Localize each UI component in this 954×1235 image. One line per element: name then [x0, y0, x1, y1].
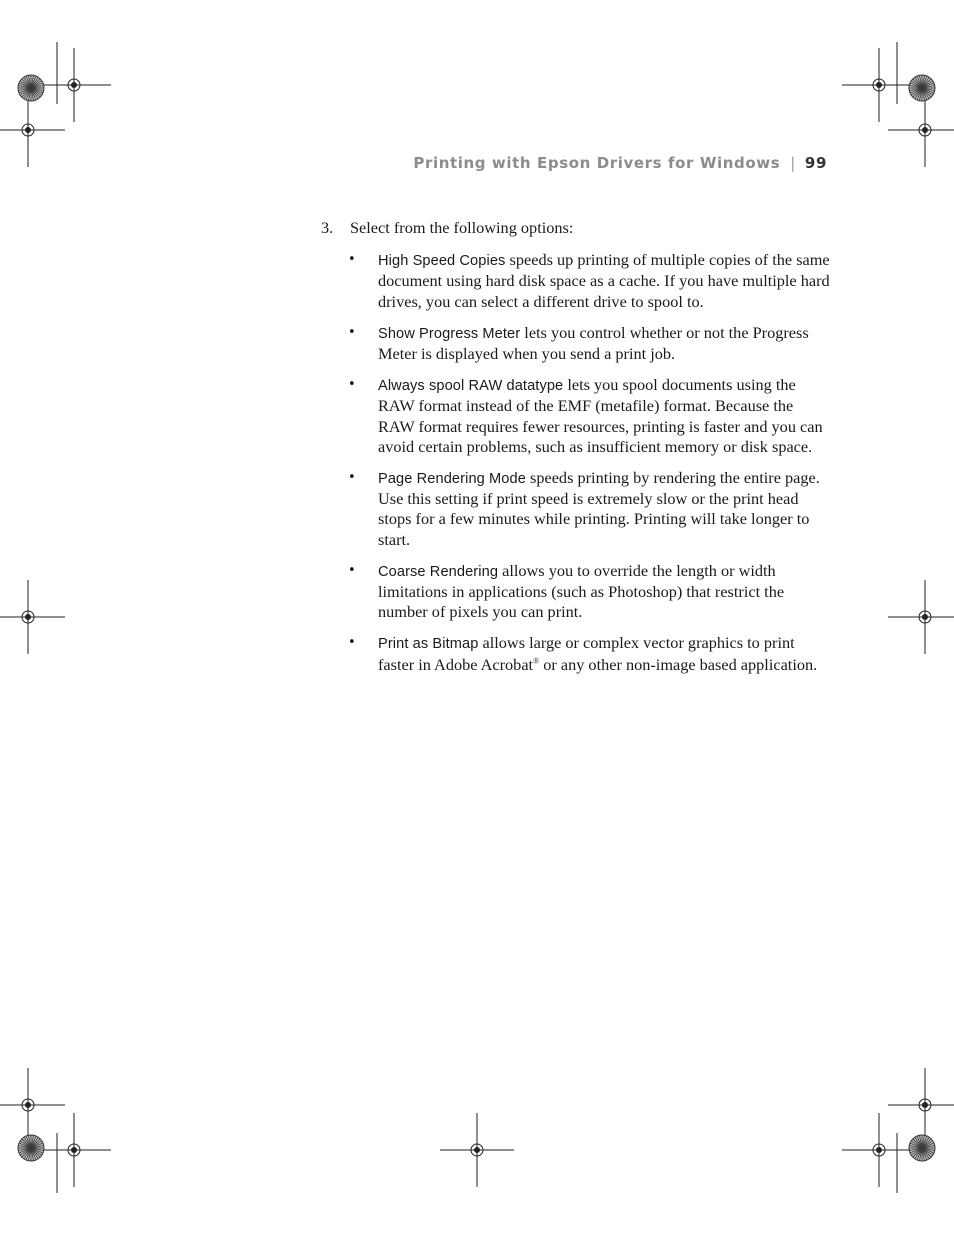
option-name: Page Rendering Mode	[378, 471, 526, 488]
option-item	[321, 468, 831, 550]
registration-crosshair-icon	[0, 580, 65, 654]
registration-crosshair-icon	[440, 1113, 514, 1187]
registered-trademark: ®	[533, 656, 540, 666]
bullet-icon: •	[348, 562, 356, 578]
option-item	[321, 375, 831, 457]
registration-crosshair-icon	[842, 1113, 916, 1187]
starburst-target-icon	[18, 75, 44, 101]
starburst-target-icon	[909, 1135, 935, 1161]
options-list	[321, 250, 831, 675]
running-head	[413, 154, 827, 172]
registration-crosshair-icon	[888, 93, 954, 167]
bullet-icon: •	[348, 252, 356, 268]
option-description-end: or any other non-image based application.	[539, 654, 818, 674]
option-description: speeds up printing of multiple copies of the same document using hard disk space as a cache. If you have multiple hard drives, you can select a different drive to spool to.	[378, 250, 830, 311]
option-name: High Speed Copies	[378, 253, 506, 270]
registration-crosshair-icon	[0, 1068, 65, 1142]
bullet-icon: •	[348, 635, 356, 651]
page-number: 99	[804, 154, 827, 172]
option-description: lets you control whether or not the Progress Meter is displayed when you send a print job.	[378, 322, 809, 364]
registration-crosshair-icon	[888, 580, 954, 654]
option-name: Always spool RAW datatype	[378, 378, 564, 395]
option-name: Coarse Rendering	[378, 563, 499, 580]
option-item	[321, 633, 831, 674]
option-description: allows large or complex vector graphics to print faster in Adobe Acrobat	[378, 633, 795, 674]
option-name: Print as Bitmap	[378, 636, 479, 653]
registration-crosshair-icon	[842, 48, 916, 122]
option-item	[321, 250, 831, 312]
bullet-icon: •	[348, 377, 356, 393]
body-content	[321, 218, 831, 686]
registration-crosshair-icon	[0, 93, 65, 167]
step-instruction	[321, 218, 831, 238]
running-head-title: Printing with Epson Drivers for Windows	[413, 154, 781, 172]
option-item	[321, 323, 831, 364]
registration-crosshair-icon	[888, 1068, 954, 1142]
registration-crosshair-icon	[37, 48, 111, 122]
option-description: allows you to override the length or width limitations in applications (such as Photoshop) that restrict the number of pixels you can print.	[378, 560, 785, 622]
starburst-target-icon	[909, 75, 935, 101]
registration-crosshair-icon	[37, 1113, 111, 1187]
bullet-icon: •	[348, 324, 356, 340]
step-text: Select from the following options:	[350, 218, 574, 237]
option-description: speeds printing by rendering the entire page. Use this setting if print speed is extremely slow or the print head stops for a few minutes while printing. Printing will take longer to start.	[378, 468, 820, 549]
bullet-icon: •	[348, 470, 356, 486]
option-name: Show Progress Meter	[378, 325, 521, 342]
option-item	[321, 561, 831, 623]
option-description: lets you spool documents using the RAW format instead of the EMF (metafile) format. Because the RAW format requires fewer resources, printing is faster and you can avoid certain problems, such as insufficient memory or disk space.	[378, 375, 823, 456]
step-number: 3.	[321, 218, 334, 237]
running-head-separator: |	[790, 154, 796, 172]
starburst-target-icon	[18, 1135, 44, 1161]
